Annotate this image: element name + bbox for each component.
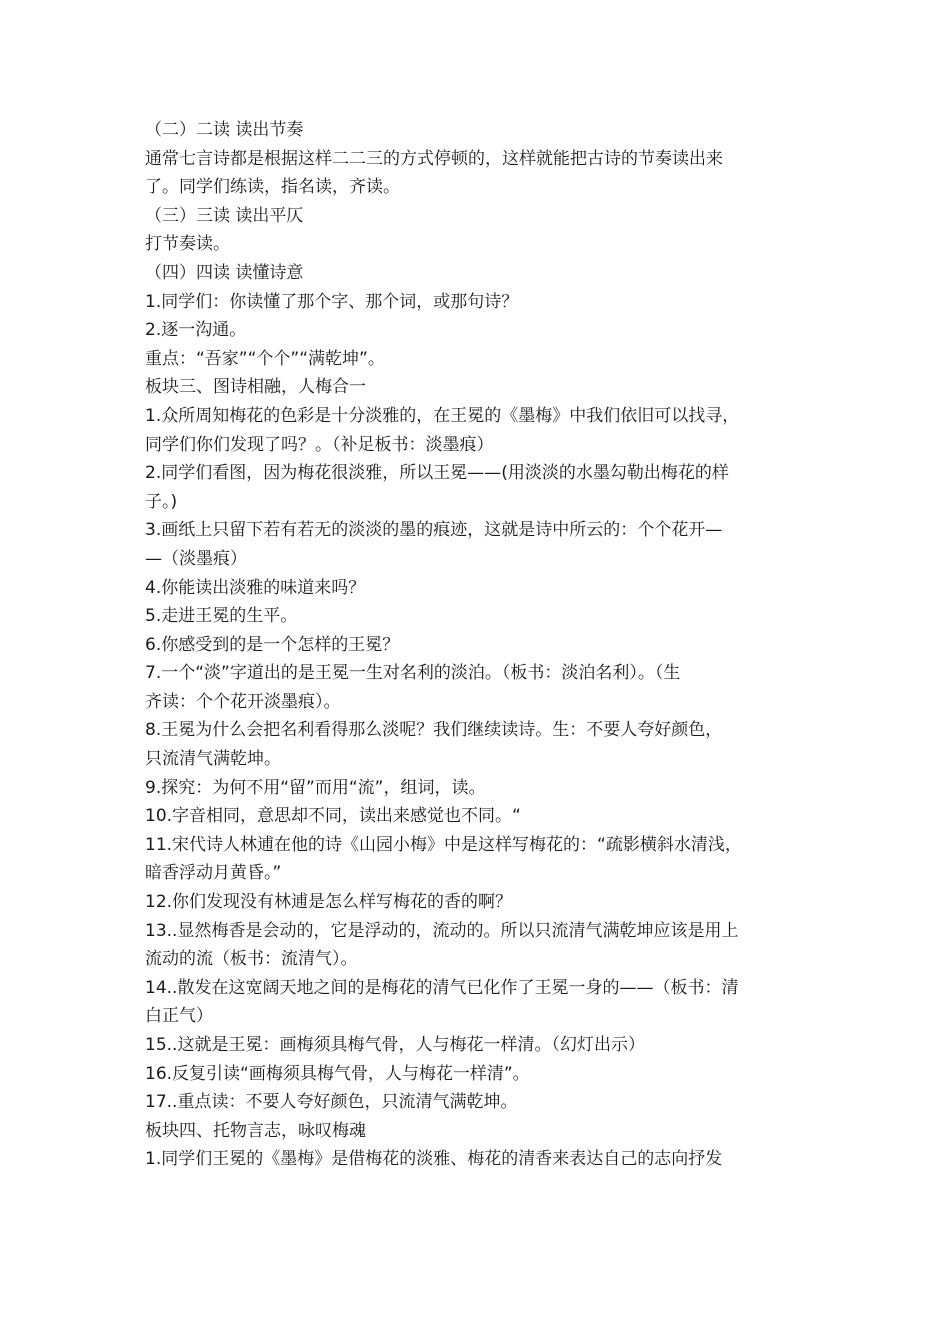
list-item-continuation: 齐读：个个花开淡墨痕）。 bbox=[145, 691, 341, 712]
section-heading-block-three: 板块三、图诗相融，人梅合一 bbox=[145, 377, 366, 398]
list-item-continuation: 暗香浮动月黄昏。” bbox=[145, 863, 282, 884]
list-item: 16.反复引读“画梅须具梅气骨，人与梅花一样清”。 bbox=[145, 1063, 530, 1084]
list-item: 17..重点读：不要人夸好颜色，只流清气满乾坤。 bbox=[145, 1092, 518, 1113]
list-item-continuation: 只流清气满乾坤。 bbox=[145, 749, 281, 770]
list-item: 12.你们发现没有林逋是怎么样写梅花的香的啊？ bbox=[145, 892, 513, 913]
list-item-continuation: 流动的流（板书：流清气）。 bbox=[145, 949, 358, 970]
paragraph-line: 通常七言诗都是根据这样二二三的方式停顿的，这样就能把古诗的节奏读出来 bbox=[145, 148, 723, 169]
list-item: 7.一个“淡”字道出的是王冕一生对名利的淡泊。（板书：淡泊名利）。（生 bbox=[145, 663, 681, 684]
list-item: 11.宋代诗人林逋在他的诗《山园小梅》中是这样写梅花的：“疏影横斜水清浅， bbox=[145, 834, 742, 855]
list-item-continuation: 子。) bbox=[145, 491, 178, 512]
list-item: 1.众所周知梅花的色彩是十分淡雅的，在王冕的《墨梅》中我们依旧可以找寻， bbox=[145, 405, 740, 426]
list-item: 13..显然梅香是会动的，它是浮动的，流动的。所以只流清气满乾坤应该是用上 bbox=[145, 920, 739, 941]
list-item: 4.你能读出淡雅的味道来吗？ bbox=[145, 577, 366, 598]
list-item: 9.探究：为何不用“留”而用“流”，组词，读。 bbox=[145, 777, 486, 798]
list-item: 6.你感受到的是一个怎样的王冕？ bbox=[145, 634, 400, 655]
list-item-continuation: 白正气） bbox=[145, 1006, 213, 1027]
list-item: 2.逐一沟通。 bbox=[145, 320, 247, 341]
list-item: 8.王冕为什么会把名利看得那么淡呢？我们继续读诗。生：不要人夸好颜色， bbox=[145, 720, 723, 741]
list-item: 10.字音相同，意思却不同，读出来感觉也不同。“ bbox=[145, 806, 521, 827]
list-item: 3.画纸上只留下若有若无的淡淡的墨的痕迹，这就是诗中所云的：个个花开— bbox=[145, 520, 723, 541]
list-item: 2.同学们看图，因为梅花很淡雅，所以王冕——(用淡淡的水墨勾勒出梅花的样 bbox=[145, 463, 729, 484]
list-item: 15..这就是王冕：画梅须具梅气骨，人与梅花一样清。（幻灯出示） bbox=[145, 1035, 645, 1055]
list-item-continuation: 同学们你们发现了吗？。（补足板书：淡墨痕） bbox=[145, 434, 494, 455]
document-body bbox=[145, 116, 821, 1174]
list-item: 14..散发在这宽阔天地之间的是梅花的清气已化作了王冕一身的——（板书：清 bbox=[145, 977, 739, 998]
list-item: 1.同学们：你读懂了那个字、那个词，或那句诗？ bbox=[145, 291, 519, 312]
list-item: 1.同学们王冕的《墨梅》是借梅花的淡雅、梅花的清香来表达自己的志向抒发 bbox=[145, 1149, 723, 1170]
section-heading-block-four: 板块四、托物言志，咏叹梅魂 bbox=[145, 1120, 366, 1141]
section-heading-second-reading: （二）二读 读出节奏 bbox=[145, 120, 304, 140]
list-item: 5.走进王冕的生平。 bbox=[145, 606, 298, 627]
paragraph-line: 重点：“吾家”“个个”“满乾坤”。 bbox=[145, 348, 385, 369]
paragraph-line: 了。同学们练读，指名读，齐读。 bbox=[145, 177, 400, 198]
paragraph-line: 打节奏读。 bbox=[145, 234, 230, 255]
section-heading-fourth-reading: （四）四读 读懂诗意 bbox=[145, 262, 304, 283]
section-heading-third-reading: （三）三读 读出平仄 bbox=[145, 205, 304, 226]
list-item-continuation: —（淡墨痕） bbox=[145, 548, 247, 569]
